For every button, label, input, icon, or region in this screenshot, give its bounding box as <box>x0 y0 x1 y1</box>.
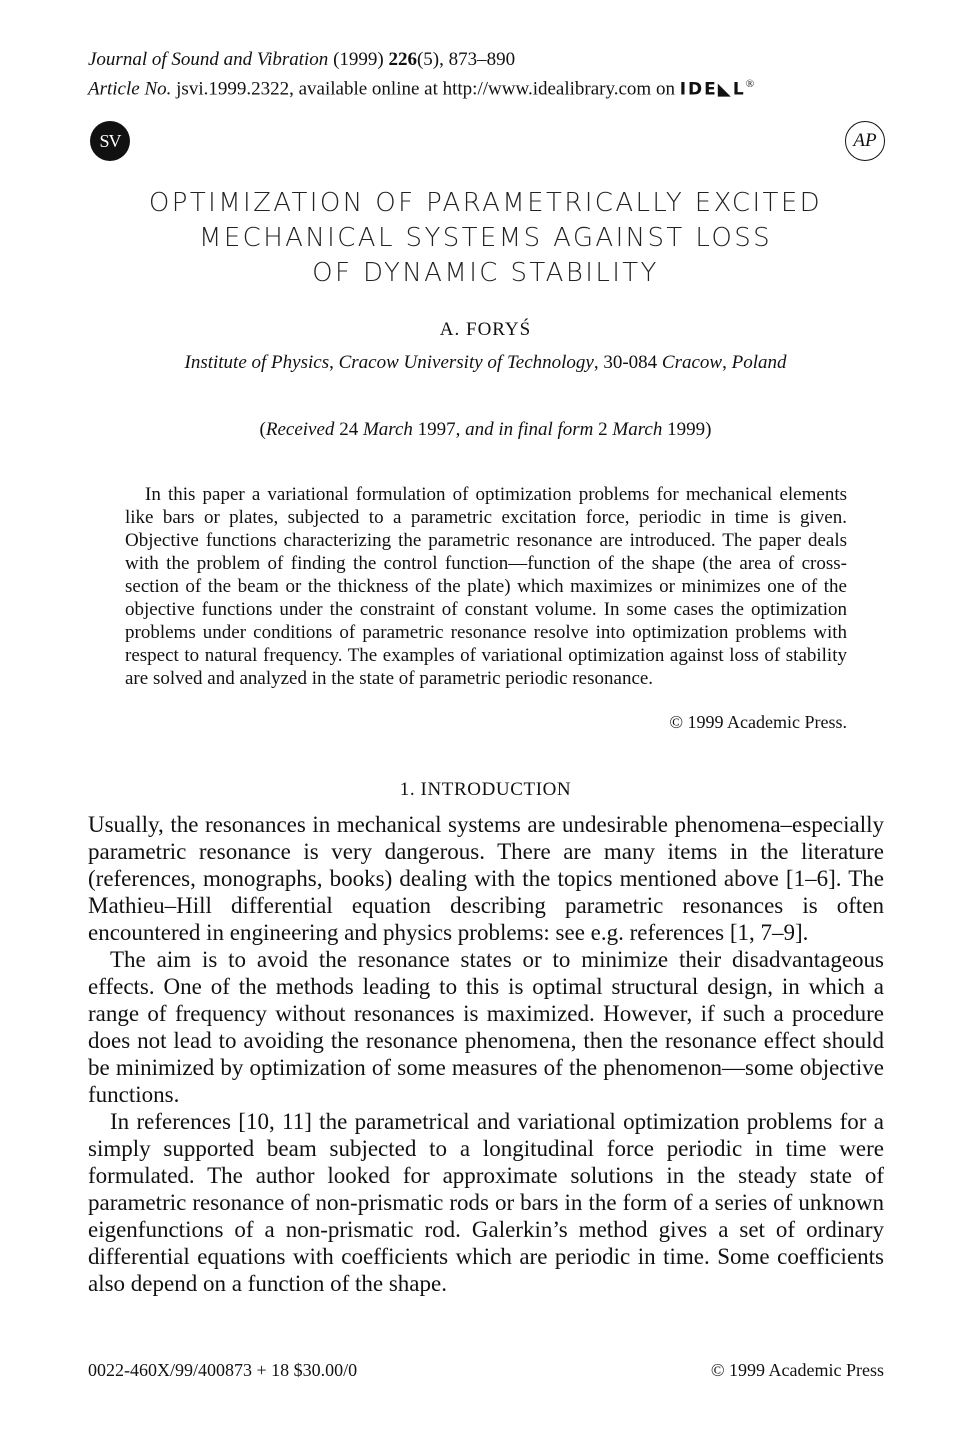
paragraph: In references [10, 11] the parametrical and variational optimization problems for a simply supported beam subjected to a longitudinal force periodic in time were formulated. The author looked for approximate solutions in the steady state of parametric resonance of non-prismatic rods or bars in the form of a series of unknown eigenfunctions of a non-prismatic rod. Galerkin’s method gives a set of ordinary differential equations with coefficients which are periodic in time. Some coefficients also depend on a function of the shape. <box>88 1109 884 1296</box>
paragraph: The aim is to avoid the resonance states or to minimize their disadvantageous effects. One of the methods leading to this is optimal structural design, in which a range of frequency without resonances is maximized. However, if such a procedure does not lead to avoiding the resonance phenomena, then the resonance effect should be minimized by optimization of some measures of the phenomenon—some objective functions. <box>88 947 884 1107</box>
footer-copyright: © 1999 Academic Press <box>710 1360 884 1380</box>
journal-citation <box>88 47 515 72</box>
title-line: MECHANICAL SYSTEMS AGAINST LOSS <box>198 223 773 253</box>
article-info: jsvi.1999.2322, available online at http://www.idealibrary.com on <box>176 78 675 100</box>
section-heading: 1. INTRODUCTION <box>399 779 572 800</box>
sv-logo-icon: SV <box>90 121 130 161</box>
abstract-text: In this paper a variational formulation of optimization problems for mechanical elements like bars or plates, subjected to a parametric excitation force, periodic in time is given. Objective functions characterizing the parametric resonance are introduced. The paper deals with the problem of finding the control function—function of the shape (the area of cross-section of the beam or the thickness of the plate) which maximizes or minimizes one of the objective functions under the constraint of constant volume. In some cases the optimization problems under conditions of parametric resonance resolve into optimization problems with respect to natural frequency. The examples of variational optimization against loss of stability are solved and analyzed in the state of parametric periodic resonance. <box>125 484 847 689</box>
journal-name: Journal of Sound and Vibration <box>88 49 329 70</box>
title-line: OF DYNAMIC STABILITY <box>312 258 659 288</box>
article-info-line <box>88 72 754 102</box>
abstract-copyright: © 1999 Academic Press. <box>669 712 847 732</box>
title-line: OPTIMIZATION OF PARAMETRICALLY EXCITED <box>148 188 823 218</box>
article-label: Article No. <box>88 78 172 100</box>
registered-mark: ® <box>745 78 755 90</box>
affiliation: Institute of Physics, Cracow University of Technology, 30-084 Cracow, Poland <box>184 352 787 373</box>
journal-volume: 226 <box>388 49 417 70</box>
paragraph: Usually, the resonances in mechanical systems are undesirable phenomena–especially parametric resonance is very dangerous. There are many items in the literature (references, monographs, books) dealing with the topics mentioned above [1–6]. The Mathieu–Hill differential equation describing parametric resonances is often encountered in engineering and physics problems: see e.g. references [1, 7–9]. <box>88 812 884 945</box>
ideal-logo: IDE◣L <box>679 79 746 100</box>
introduction-body <box>88 811 884 1297</box>
author-name: A. FORYŚ <box>439 319 532 340</box>
journal-year: (1999) <box>333 49 384 70</box>
ap-logo-icon: AP <box>845 121 885 161</box>
journal-issue-pages: (5), 873–890 <box>416 49 516 70</box>
received-dates: (Received 24 March 1997, and in final form 2 March 1999) <box>259 419 712 440</box>
footer-code: 0022-460X/99/400873 + 18 $30.00/0 <box>88 1360 358 1380</box>
paper-title <box>0 186 971 291</box>
